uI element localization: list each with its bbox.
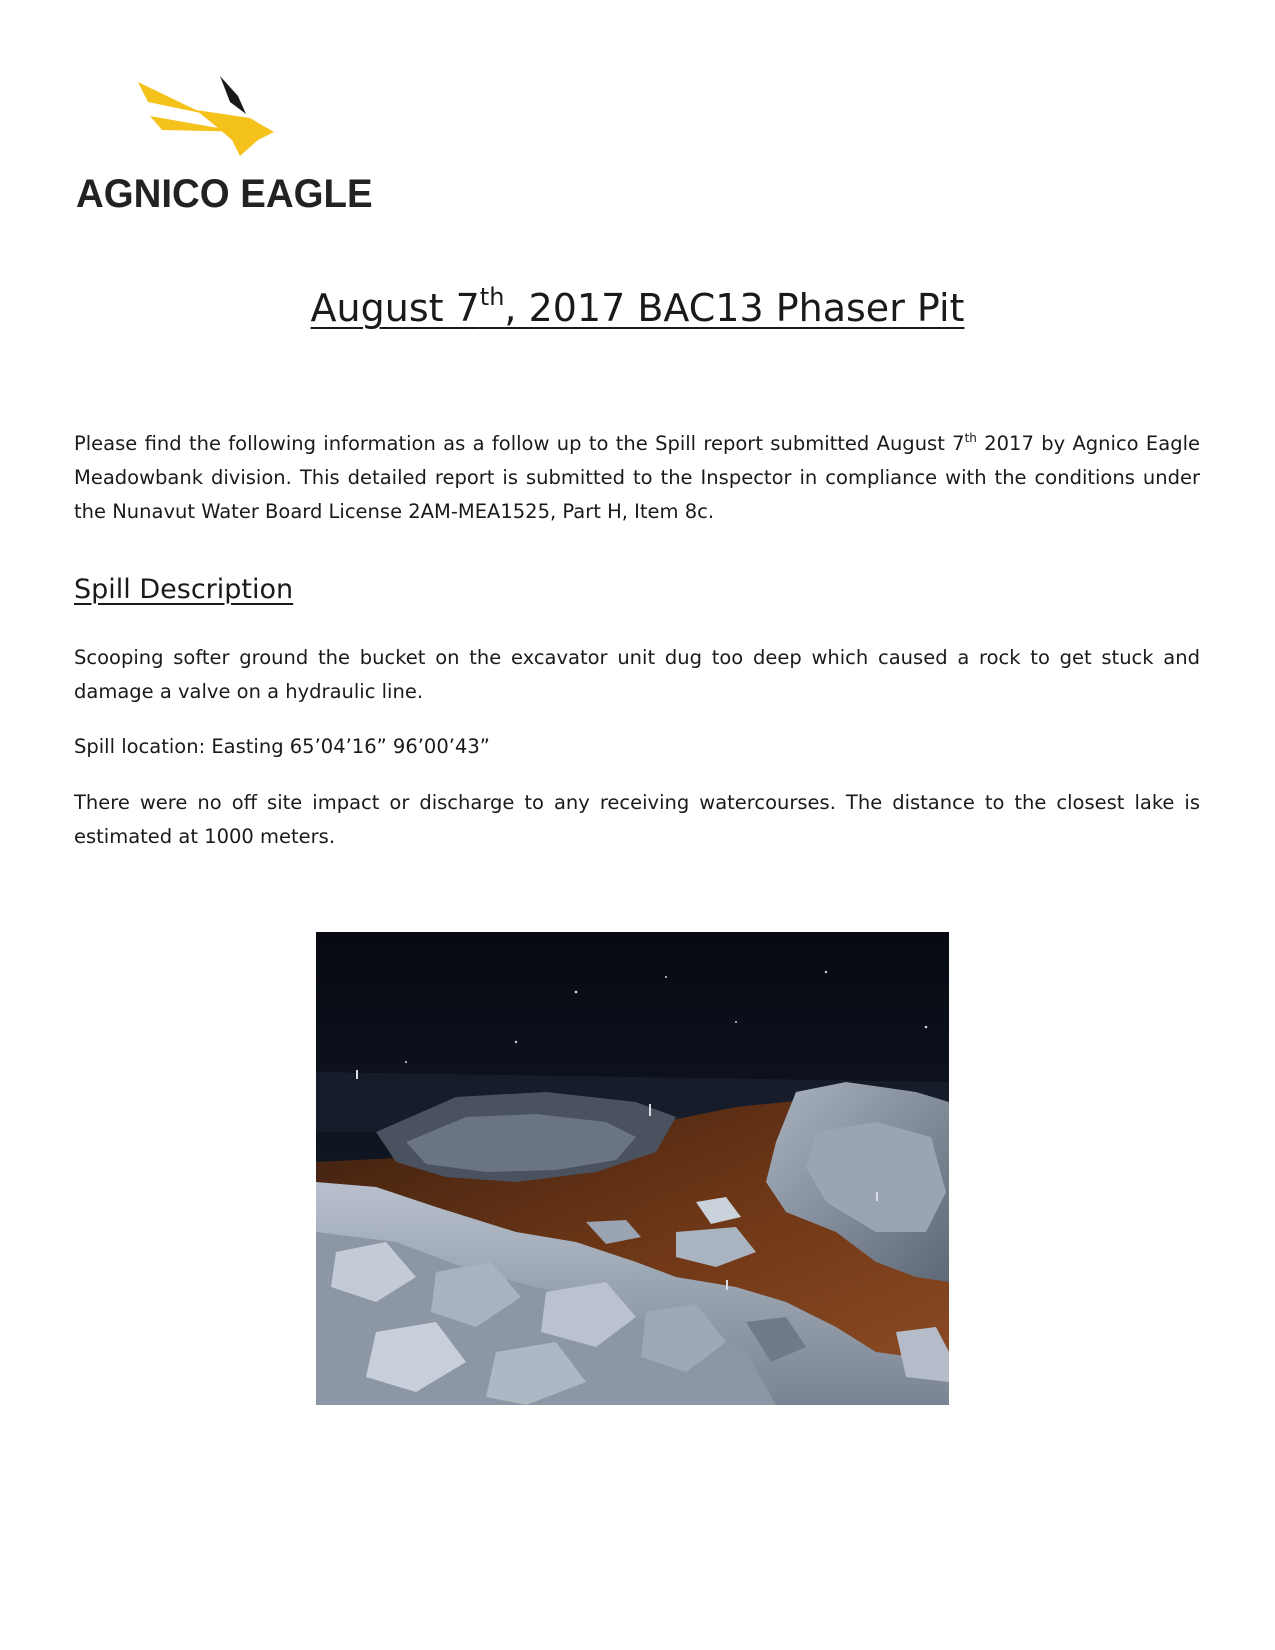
title-prefix: August 7 <box>310 286 480 330</box>
page-title <box>0 283 1275 330</box>
title-superscript: th <box>479 283 505 311</box>
spill-description-paragraph: Scooping softer ground the bucket on the excavator unit dug too deep which caused a rock to get stuck and damage a valve on a hydraulic line. <box>74 646 1200 703</box>
spill-location-paragraph: Spill location: Easting 65’04’16” 96’00’43” <box>74 735 490 758</box>
title-suffix: , 2017 BAC13 Phaser Pit <box>504 286 965 330</box>
section-heading-spill-description: Spill Description <box>74 574 294 605</box>
brand-wordmark: AGNICO EAGLE <box>76 172 373 216</box>
impact-paragraph: There were no off site impact or discharge to any receiving watercourses. The distance to the closest lake is estimated at 1000 meters. <box>74 791 1200 848</box>
intro-text-part1: Please find the following information as a follow up to the Spill report submitted August 7 <box>74 432 965 455</box>
eagle-logo-icon <box>136 68 286 168</box>
spill-site-photo <box>316 932 949 1405</box>
intro-paragraph <box>74 427 1200 529</box>
agnico-eagle-logo <box>74 68 374 228</box>
intro-text-part2: 2017 by Agnico Eagle Meadowbank division. This detailed report is submitted to the Inspector in compliance with the conditions under the Nunavut Water Board License 2AM-MEA1525, Part H, Item 8c. <box>74 432 1200 523</box>
intro-superscript: th <box>964 431 977 445</box>
